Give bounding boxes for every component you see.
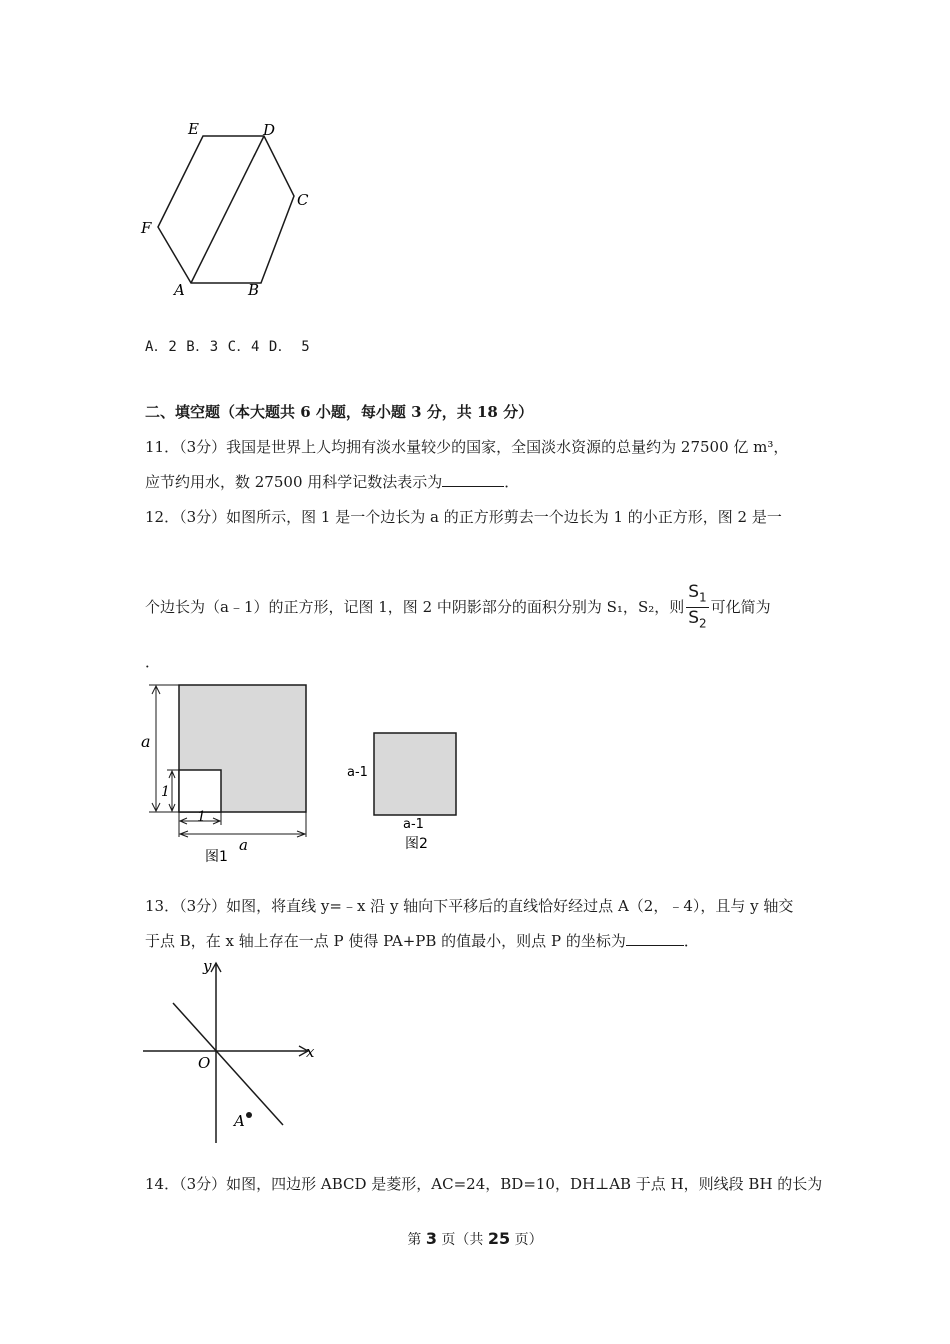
label-e: E xyxy=(188,120,199,138)
label-f: F xyxy=(141,219,152,237)
q13-line1: 13．（3分）如图，将直线 y=﹣x 沿 y 轴向下平移后的直线恰好经过点 A（2，﹣4），且与 y 轴交 xyxy=(145,897,794,915)
line-y-neg-x xyxy=(173,1003,283,1125)
hexagon-figure xyxy=(130,115,330,305)
q12-fraction xyxy=(686,582,708,634)
page-footer xyxy=(0,1229,950,1250)
frac-num: S xyxy=(688,582,700,602)
fig1-bottom-label: a xyxy=(239,836,248,854)
q12-line3: ． xyxy=(145,653,161,671)
fig1-small-label-h: 1 xyxy=(197,809,206,825)
diagonal-ad xyxy=(191,136,264,283)
q13-line2-text: 于点 B，在 x 轴上存在一点 P 使得 PA+PB 的值最小，则点 P 的坐标为 xyxy=(145,932,626,950)
hexagon-shape xyxy=(158,136,294,283)
label-c: C xyxy=(297,191,309,209)
q11-line2-text: 应节约用水，数 27500 用科学记数法表示为 xyxy=(145,473,443,491)
fig1-small-label-v: 1 xyxy=(161,784,170,800)
frac-num-sub: 1 xyxy=(699,590,707,605)
q12-line2 xyxy=(145,582,771,634)
x-axis-label: x xyxy=(306,1043,315,1061)
footer-suffix: 页） xyxy=(510,1232,543,1248)
label-d: D xyxy=(263,121,276,139)
fig1-small-square xyxy=(179,770,221,812)
section2-heading: 二、填空题（本大题共 6 小题，每小题 3 分，共 18 分） xyxy=(145,403,534,421)
q12-line1: 12．（3分）如图所示，图 1 是一个边长为 a 的正方形剪去一个边长为 1 的小正方形，图 2 是一 xyxy=(145,508,782,526)
q11-answer-blank xyxy=(442,472,504,487)
q11-line2 xyxy=(145,472,519,492)
q11-line2-end: ． xyxy=(504,473,520,491)
footer-total-pages: 25 xyxy=(487,1229,511,1248)
frac-den: S xyxy=(688,608,700,629)
footer-prefix: 第 xyxy=(407,1232,426,1248)
footer-middle: 页（共 xyxy=(436,1232,488,1248)
q10-options: A．2 B．3 C．4 D． 5 xyxy=(145,339,311,355)
q13-line2-end: ． xyxy=(683,932,699,950)
point-a xyxy=(246,1112,252,1118)
label-b: B xyxy=(248,281,260,299)
q14-line1: 14．（3分）如图，四边形 ABCD 是菱形，AC=24，BD=10，DH⊥AB 于点 H，则线段 BH 的长为 xyxy=(145,1175,823,1193)
fig2-side-label: a-1 xyxy=(347,765,368,780)
frac-den-sub: 2 xyxy=(699,616,707,631)
fig1-caption: 图1 xyxy=(205,849,228,865)
fig1-side-label: a xyxy=(141,732,151,751)
point-a-label: A xyxy=(234,1112,245,1130)
label-a: A xyxy=(174,281,185,299)
fig2-bottom-label: a-1 xyxy=(403,817,424,832)
fig2-square xyxy=(374,733,456,815)
footer-page-number: 3 xyxy=(425,1229,437,1248)
fig2-caption: 图2 xyxy=(405,836,428,852)
y-axis-label: y xyxy=(203,957,212,975)
q11-line1: 11．（3分）我国是世界上人均拥有淡水量较少的国家，全国淡水资源的总量约为 27500 亿 m³， xyxy=(145,438,789,456)
origin-label: O xyxy=(198,1054,211,1072)
axes-figure xyxy=(138,955,328,1150)
squares-figure xyxy=(135,675,475,870)
q13-answer-blank xyxy=(626,931,684,946)
q12-line2-prefix: 个边长为（a﹣1）的正方形，记图 1，图 2 中阴影部分的面积分别为 S₁，S₂，则 xyxy=(145,597,685,616)
q13-line2 xyxy=(145,931,699,951)
q12-line2-suffix: 可化简为 xyxy=(710,597,771,616)
